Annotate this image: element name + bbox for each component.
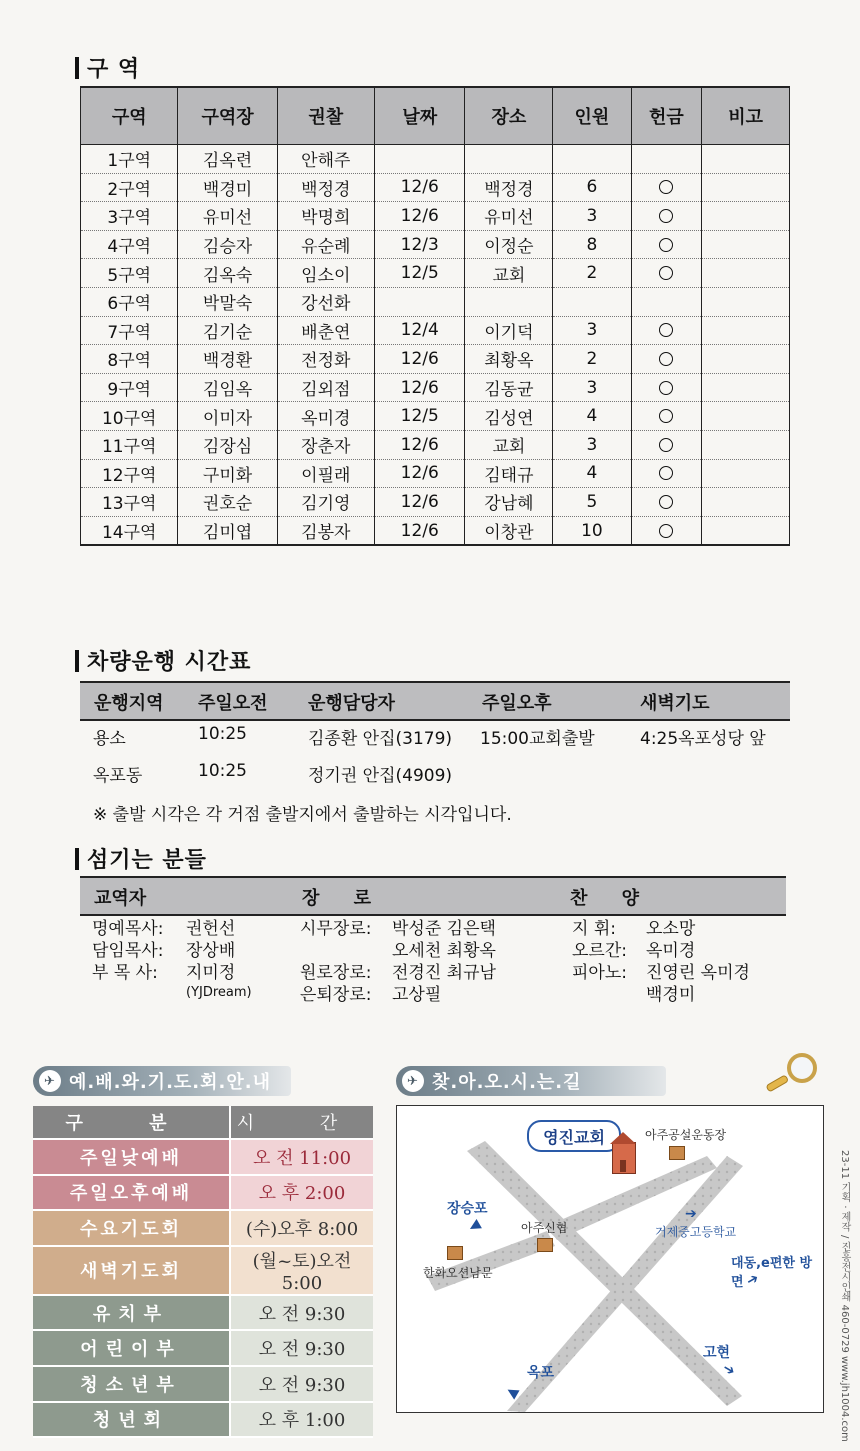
table-cell: 김옥련 (178, 145, 277, 174)
table-cell: 이기덕 (465, 316, 553, 345)
vehicle-dawn: 4:25옥포성당 앞 (640, 729, 766, 749)
vehicle-header-dawn: 새벽기도 (640, 693, 710, 714)
vehicle-header-sunday-am: 주일오전 (198, 693, 268, 714)
table-row (81, 316, 790, 345)
table-row (33, 1246, 373, 1295)
table-cell: 3구역 (81, 202, 178, 231)
table-cell: 2구역 (81, 173, 178, 202)
district-header-cell: 구역 (81, 87, 178, 145)
vehicle-am-time: 10:25 (198, 761, 247, 781)
serving-header-praise: 찬 양 (570, 888, 654, 909)
table-cell: 장춘자 (277, 430, 374, 459)
pastor-item (92, 918, 235, 940)
district-section-title (75, 52, 140, 83)
table-row (33, 1139, 373, 1175)
offering-check-icon (659, 180, 673, 194)
table-row (81, 173, 790, 202)
table-cell: 백정경 (277, 173, 374, 202)
table-row (81, 488, 790, 517)
table-cell: 강남혜 (465, 488, 553, 517)
table-cell (631, 345, 702, 374)
service-time: 오 전 9:30 (230, 1295, 373, 1331)
table-cell: 박명희 (277, 202, 374, 231)
table-cell (553, 287, 631, 316)
elder-item (300, 940, 496, 962)
map-label-geoje-school: 거제중고등학교 (655, 1225, 737, 1239)
service-name: 새벽기도회 (33, 1246, 230, 1295)
table-cell: 김임옥 (178, 373, 277, 402)
vehicle-area: 옥포동 (93, 766, 143, 786)
table-cell: 5구역 (81, 259, 178, 288)
table-cell (553, 145, 631, 174)
table-row (81, 287, 790, 316)
table-cell (702, 145, 790, 174)
table-cell (631, 459, 702, 488)
directions-title: 찾.아.오.시.는.길 (432, 1072, 582, 1093)
table-row (33, 1402, 373, 1438)
offering-check-icon (659, 381, 673, 395)
table-cell (465, 287, 553, 316)
worship-title: 예.배.와.기.도.회.안.내 (69, 1072, 271, 1093)
table-cell: 3 (553, 316, 631, 345)
service-name: 유치부 (33, 1295, 230, 1331)
title-bar-mark (75, 57, 79, 79)
table-cell: 임소이 (277, 259, 374, 288)
district-header-cell: 인원 (553, 87, 631, 145)
table-cell: 12/5 (374, 259, 465, 288)
offering-check-icon (659, 266, 673, 280)
praise-names: 옥미경 (646, 941, 696, 961)
table-cell (702, 459, 790, 488)
table-cell: 박말숙 (178, 287, 277, 316)
church-label: 영진교회 (527, 1120, 621, 1152)
serving-header-bar (80, 876, 786, 916)
table-cell: 12/6 (374, 373, 465, 402)
praise-item (572, 984, 750, 1006)
table-cell: 김외점 (277, 373, 374, 402)
table-cell (702, 402, 790, 431)
vehicle-header-driver: 운행담당자 (308, 693, 395, 714)
table-cell (631, 402, 702, 431)
arrow-icon: ➔ (743, 1270, 762, 1290)
table-cell (374, 145, 465, 174)
map-label-jangseungpo: 장승포 (447, 1201, 488, 1217)
table-cell: 2 (553, 345, 631, 374)
directions-map (396, 1105, 824, 1413)
service-time: 오 전 9:30 (230, 1330, 373, 1366)
table-cell: 안해주 (277, 145, 374, 174)
district-header-cell: 헌금 (631, 87, 702, 145)
service-time: 오 전 9:30 (230, 1366, 373, 1402)
elder-item (300, 918, 496, 940)
table-cell: 12/3 (374, 230, 465, 259)
table-cell: 교회 (465, 430, 553, 459)
service-name: 주일오후예배 (33, 1175, 230, 1211)
praise-item (572, 918, 750, 940)
worship-table (33, 1106, 373, 1438)
table-cell: 3 (553, 202, 631, 231)
offering-check-icon (659, 466, 673, 480)
table-cell: 7구역 (81, 316, 178, 345)
elder-names: 전경진 최규남 (392, 963, 496, 983)
vehicle-am-time: 10:25 (198, 724, 247, 744)
dove-icon: ✈ (39, 1070, 61, 1092)
praise-role: 지 휘: (572, 919, 616, 939)
elder-role: 시무장로: (300, 919, 372, 939)
table-cell (631, 430, 702, 459)
vehicle-header-sunday-pm: 주일오후 (482, 693, 552, 714)
pastor-name: 지미정 (186, 963, 236, 983)
table-row (81, 430, 790, 459)
table-cell: 전정화 (277, 345, 374, 374)
table-cell: 백경환 (178, 345, 277, 374)
table-cell: 12/6 (374, 488, 465, 517)
table-cell (702, 488, 790, 517)
worship-table-body (33, 1106, 373, 1437)
district-header-cell: 날짜 (374, 87, 465, 145)
praise-names: 진영린 옥미경 (646, 963, 750, 983)
table-cell (631, 259, 702, 288)
praise-role: 피아노: (572, 963, 627, 983)
offering-check-icon (659, 409, 673, 423)
table-cell: 12/6 (374, 345, 465, 374)
table-cell: 이창관 (465, 516, 553, 545)
worship-header-cell: 구 분 (33, 1106, 230, 1139)
table-cell: 김옥숙 (178, 259, 277, 288)
table-cell: 12/6 (374, 516, 465, 545)
praise-names: 오소망 (646, 919, 696, 939)
serving-header-pastors: 교역자 (94, 888, 147, 909)
arrow-icon: ◀ (465, 1216, 484, 1236)
table-cell: 권호순 (178, 488, 277, 517)
table-cell: 김동균 (465, 373, 553, 402)
table-cell: 2 (553, 259, 631, 288)
table-row (81, 202, 790, 231)
table-cell: 12/4 (374, 316, 465, 345)
arrow-icon: ➔ (685, 1206, 697, 1222)
map-label-hanwha: 한화오션남문 (423, 1266, 493, 1280)
service-name: 주일낮예배 (33, 1139, 230, 1175)
vehicle-header-bar (80, 681, 790, 721)
offering-check-icon (659, 495, 673, 509)
table-cell: 11구역 (81, 430, 178, 459)
table-row (81, 402, 790, 431)
elder-item (300, 984, 496, 1006)
serving-section-title (75, 843, 207, 874)
table-cell (702, 373, 790, 402)
table-cell (631, 373, 702, 402)
table-cell: 4 (553, 459, 631, 488)
offering-check-icon (659, 438, 673, 452)
praise-item (572, 940, 750, 962)
service-time: (수)오후 8:00 (230, 1210, 373, 1246)
table-cell: 12/5 (374, 402, 465, 431)
worship-header-row (33, 1106, 373, 1139)
table-cell: 8 (553, 230, 631, 259)
table-row (33, 1330, 373, 1366)
table-cell (631, 287, 702, 316)
district-table (80, 86, 790, 546)
table-cell: 백경미 (178, 173, 277, 202)
vehicle-title-text: 차량운행 시간표 (87, 650, 252, 675)
table-cell: 김봉자 (277, 516, 374, 545)
table-cell: 유미선 (465, 202, 553, 231)
pastor-item (92, 962, 235, 984)
table-cell: 13구역 (81, 488, 178, 517)
pastor-role: 명예목사: (92, 919, 164, 939)
pastor-name: 권헌선 (186, 919, 236, 939)
table-cell (631, 173, 702, 202)
table-cell: 강선화 (277, 287, 374, 316)
church-icon (602, 1132, 642, 1178)
offering-check-icon (659, 209, 673, 223)
service-name: 수요기도회 (33, 1210, 230, 1246)
table-cell (702, 287, 790, 316)
offering-check-icon (659, 238, 673, 252)
building-icon (537, 1238, 553, 1252)
arrow-icon: ➔ (719, 1360, 738, 1380)
district-header-cell: 권찰 (277, 87, 374, 145)
elder-item (300, 962, 496, 984)
table-cell: 12구역 (81, 459, 178, 488)
table-cell: 3 (553, 373, 631, 402)
table-row (81, 145, 790, 174)
table-cell: 12/6 (374, 173, 465, 202)
magnifier-icon (762, 1050, 824, 1098)
district-header-cell: 비고 (702, 87, 790, 145)
table-cell: 이필래 (277, 459, 374, 488)
table-cell: 10구역 (81, 402, 178, 431)
map-label-okpo: 옥포 (527, 1365, 555, 1381)
map-label-daedong: 대동,e편한 방면 (731, 1256, 813, 1290)
table-cell (631, 316, 702, 345)
printer-side-note: 23-11 기획 · 제작 / 진흥전시인쇄 460-0729 www.jh1004.com (839, 1150, 850, 1442)
serving-title-text: 섬기는 분들 (87, 848, 207, 873)
table-cell (631, 202, 702, 231)
table-cell (702, 430, 790, 459)
offering-check-icon (659, 524, 673, 538)
table-cell: 김태규 (465, 459, 553, 488)
pastor-list (92, 918, 235, 984)
table-cell (702, 345, 790, 374)
elder-role: 은퇴장로: (300, 985, 372, 1005)
praise-list (572, 918, 750, 1006)
table-cell (631, 516, 702, 545)
service-name: 청년회 (33, 1402, 230, 1438)
service-time: (월~토)오전 5:00 (230, 1246, 373, 1295)
service-time: 오 전 11:00 (230, 1139, 373, 1175)
table-cell: 최황옥 (465, 345, 553, 374)
table-cell: 옥미경 (277, 402, 374, 431)
table-cell (702, 202, 790, 231)
praise-item (572, 962, 750, 984)
table-row (81, 459, 790, 488)
table-cell: 8구역 (81, 345, 178, 374)
building-icon (447, 1246, 463, 1260)
district-title-text: 구 역 (87, 57, 141, 82)
table-cell: 김승자 (178, 230, 277, 259)
district-table-body (81, 145, 790, 546)
table-cell: 김미엽 (178, 516, 277, 545)
table-row (33, 1295, 373, 1331)
arrow-icon: ◀ (503, 1382, 522, 1402)
building-icon (669, 1146, 685, 1160)
pastor-role: 부 목 사: (92, 963, 158, 983)
table-cell: 유미선 (178, 202, 277, 231)
table-cell (702, 259, 790, 288)
pastor-item (92, 940, 235, 962)
pastor-sub-label: (YJDream) (186, 985, 252, 1000)
table-row (81, 516, 790, 545)
table-row (81, 259, 790, 288)
elder-names: 오세천 최황옥 (392, 941, 496, 961)
elder-names: 고상필 (392, 985, 442, 1005)
table-cell: 1구역 (81, 145, 178, 174)
service-name: 어린이부 (33, 1330, 230, 1366)
district-header-row (81, 87, 790, 145)
table-row (33, 1210, 373, 1246)
table-cell (374, 287, 465, 316)
table-cell (631, 488, 702, 517)
elder-names: 박성준 김은택 (392, 919, 496, 939)
vehicle-driver: 정기권 안집(4909) (308, 766, 453, 786)
service-time: 오 후 1:00 (230, 1402, 373, 1438)
vehicle-driver: 김종환 안집(3179) (308, 729, 453, 749)
table-cell: 교회 (465, 259, 553, 288)
table-cell (631, 145, 702, 174)
vehicle-note: ※ 출발 시각은 각 거점 출발지에서 출발하는 시각입니다. (93, 805, 512, 825)
pastor-name: 장상배 (186, 941, 236, 961)
table-cell (702, 516, 790, 545)
offering-check-icon (659, 323, 673, 337)
map-label-gohyun: 고현 (703, 1345, 731, 1361)
table-cell: 김기영 (277, 488, 374, 517)
table-row (81, 345, 790, 374)
dove-icon: ✈ (402, 1070, 424, 1092)
table-cell: 이정순 (465, 230, 553, 259)
title-bar-mark (75, 848, 79, 870)
title-bar-mark (75, 650, 79, 672)
table-row (33, 1366, 373, 1402)
map-label-ajushinhyup: 아주신협 (521, 1221, 568, 1235)
table-cell: 4구역 (81, 230, 178, 259)
table-cell: 5 (553, 488, 631, 517)
table-cell: 14구역 (81, 516, 178, 545)
table-cell: 12/6 (374, 202, 465, 231)
table-cell: 3 (553, 430, 631, 459)
table-cell (702, 230, 790, 259)
table-cell (702, 316, 790, 345)
table-row (81, 373, 790, 402)
table-cell: 김기순 (178, 316, 277, 345)
praise-names: 백경미 (646, 985, 696, 1005)
table-cell: 이미자 (178, 402, 277, 431)
table-cell: 9구역 (81, 373, 178, 402)
table-row (33, 1175, 373, 1211)
service-time: 오 후 2:00 (230, 1175, 373, 1211)
vehicle-area: 용소 (93, 729, 126, 749)
district-header-cell: 구역장 (178, 87, 277, 145)
worship-ribbon (33, 1066, 291, 1096)
district-header-cell: 장소 (465, 87, 553, 145)
serving-header-elders: 장 로 (302, 888, 386, 909)
table-cell: 배춘연 (277, 316, 374, 345)
table-row (81, 230, 790, 259)
vehicle-header-area: 운행지역 (94, 693, 164, 714)
worship-header-cell: 시 간 (230, 1106, 373, 1139)
table-cell (702, 173, 790, 202)
service-name: 청소년부 (33, 1366, 230, 1402)
table-cell: 김성연 (465, 402, 553, 431)
vehicle-pm-time: 15:00교회출발 (480, 729, 595, 749)
table-cell: 백정경 (465, 173, 553, 202)
table-cell (631, 230, 702, 259)
table-cell: 구미화 (178, 459, 277, 488)
vehicle-section-title (75, 645, 251, 676)
table-cell: 6구역 (81, 287, 178, 316)
table-cell: 유순례 (277, 230, 374, 259)
elder-role: 원로장로: (300, 963, 372, 983)
map-label-stadium: 아주공설운동장 (645, 1128, 727, 1142)
table-cell: 10 (553, 516, 631, 545)
table-cell: 12/6 (374, 459, 465, 488)
elder-list (300, 918, 496, 1006)
directions-ribbon (396, 1066, 666, 1096)
table-cell (465, 145, 553, 174)
table-cell: 12/6 (374, 430, 465, 459)
table-cell: 4 (553, 402, 631, 431)
offering-check-icon (659, 352, 673, 366)
praise-role: 오르간: (572, 941, 627, 961)
pastor-role: 담임목사: (92, 941, 164, 961)
table-cell: 6 (553, 173, 631, 202)
table-cell: 김장심 (178, 430, 277, 459)
